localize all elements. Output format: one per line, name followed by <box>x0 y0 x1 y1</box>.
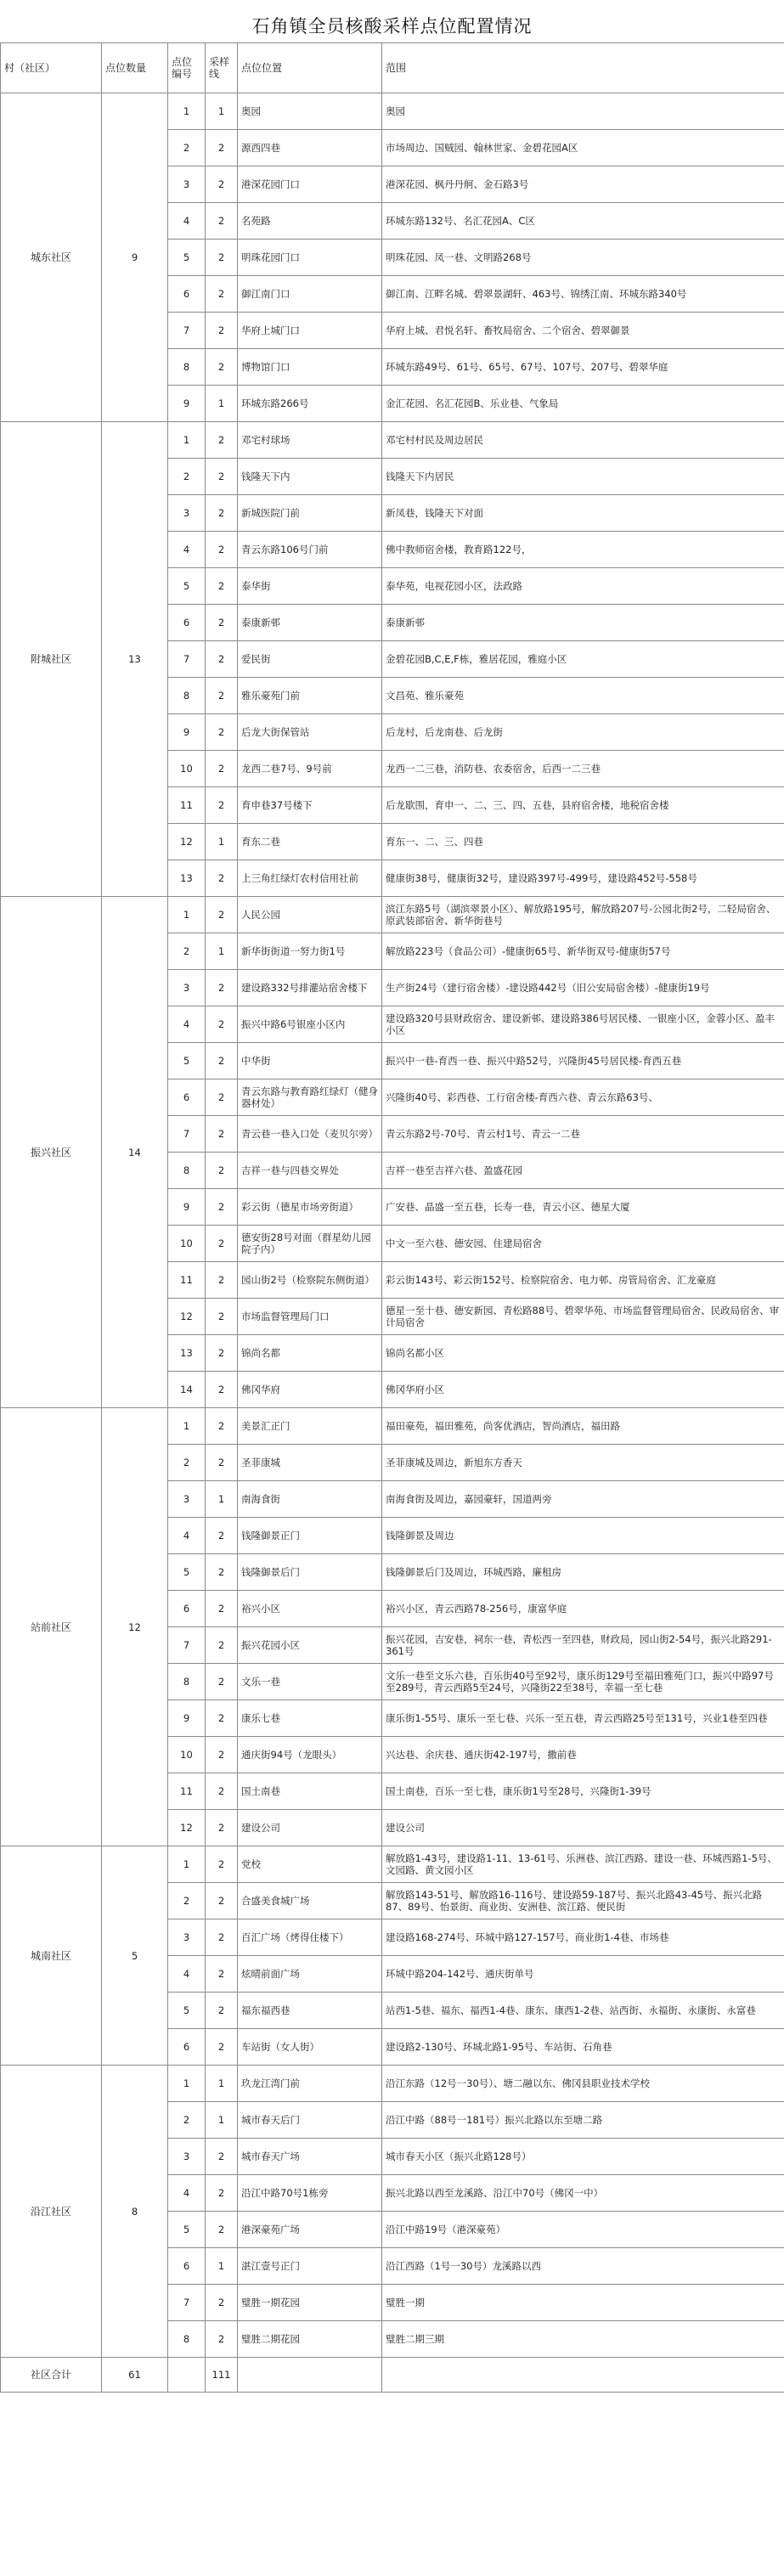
table-row <box>1 2066 784 2102</box>
village-name-cell: 沿江社区 <box>1 2066 102 2358</box>
point-number-cell: 13 <box>168 860 206 897</box>
point-number-cell: 4 <box>168 1956 206 1993</box>
range-cell: 彩云街143号、彩云街152号、检察院宿舍、电力邨、房管局宿舍、汇龙豪庭 <box>382 1262 784 1299</box>
sampling-lines-cell: 2 <box>206 1737 238 1773</box>
table-row <box>1 1846 784 1883</box>
location-cell: 党校 <box>238 1846 382 1883</box>
location-cell: 建设路332号排灌站宿舍楼下 <box>238 970 382 1006</box>
location-cell: 南海食街 <box>238 1481 382 1518</box>
sampling-lines-cell: 2 <box>206 532 238 568</box>
location-cell: 沿江中路70号1栋旁 <box>238 2175 382 2212</box>
sampling-lines-cell: 2 <box>206 970 238 1006</box>
range-cell: 生产街24号（建行宿舍楼）-建设路442号（旧公安局宿舍楼）-健康街19号 <box>382 970 784 1006</box>
range-cell: 沿江东路（12号一30号）、塘二融以东、佛冈县职业技术学校 <box>382 2066 784 2102</box>
point-number-cell: 3 <box>168 166 206 203</box>
header-point-number: 点位编号 <box>168 43 206 93</box>
sampling-lines-cell: 2 <box>206 605 238 641</box>
range-cell: 文乐一巷至文乐六巷，百乐街40号至92号，康乐街129号至福田雅苑门口，振兴中路97号至289号，青云西路5至24号，兴隆街22至38号，幸福一至七巷 <box>382 1664 784 1700</box>
sampling-lines-cell: 2 <box>206 1956 238 1993</box>
header-village: 村（社区） <box>1 43 102 93</box>
sampling-lines-cell: 2 <box>206 1153 238 1189</box>
point-number-cell: 12 <box>168 1810 206 1846</box>
point-number-cell: 7 <box>168 2285 206 2321</box>
point-number-cell: 1 <box>168 93 206 130</box>
range-cell: 建设公司 <box>382 1810 784 1846</box>
sampling-lines-cell: 1 <box>206 824 238 860</box>
point-number-cell: 5 <box>168 1554 206 1591</box>
sampling-lines-cell: 2 <box>206 2212 238 2248</box>
point-number-cell: 6 <box>168 2029 206 2066</box>
location-cell: 环城东路266号 <box>238 386 382 422</box>
point-number-cell: 1 <box>168 422 206 459</box>
point-number-cell: 7 <box>168 1116 206 1153</box>
location-cell: 国土南巷 <box>238 1773 382 1810</box>
point-count-cell: 9 <box>102 93 168 422</box>
point-number-cell: 3 <box>168 495 206 532</box>
range-cell: 兴隆街40号、彩西巷、工行宿舍楼-育西六巷、青云东路63号、 <box>382 1079 784 1116</box>
total-point-number <box>168 2358 206 2393</box>
range-cell: 龙西一二三巷，消防巷、农委宿舍，后西一二三巷 <box>382 751 784 787</box>
point-number-cell: 9 <box>168 714 206 751</box>
table-row <box>1 1408 784 1445</box>
range-cell: 解放路1-43号，建设路1-11、13-61号、乐洲巷、滨江西路、建设一巷、环城西路1-5号、文园路、黄文园小区 <box>382 1846 784 1883</box>
point-number-cell: 11 <box>168 1773 206 1810</box>
sampling-lines-cell: 1 <box>206 933 238 970</box>
point-count-cell: 14 <box>102 897 168 1408</box>
range-cell: 建设路2-130号、环城北路1-95号、车站街、石角巷 <box>382 2029 784 2066</box>
range-cell: 佛中教师宿舍楼，教育路122号， <box>382 532 784 568</box>
total-location <box>238 2358 382 2393</box>
location-cell: 锦尚名都 <box>238 1335 382 1372</box>
range-cell: 沿江中路19号（港深豪苑） <box>382 2212 784 2248</box>
location-cell: 钱隆御景后门 <box>238 1554 382 1591</box>
range-cell: 振兴花园，吉安巷，祠东一巷，青松西一至四巷，财政局，园山街2-54号，振兴北路291-361号 <box>382 1627 784 1664</box>
range-cell: 青云东路2号-70号、青云村1号、青云一二巷 <box>382 1116 784 1153</box>
sampling-lines-cell: 2 <box>206 714 238 751</box>
range-cell: 福田豪苑，福田雅苑，尚客优酒店，智尚酒店，福田路 <box>382 1408 784 1445</box>
point-number-cell: 11 <box>168 787 206 824</box>
sampling-lines-cell: 2 <box>206 1226 238 1262</box>
point-number-cell: 4 <box>168 1518 206 1554</box>
location-cell: 博物馆门口 <box>238 349 382 386</box>
point-number-cell: 2 <box>168 933 206 970</box>
location-cell: 通庆街94号（龙眼头） <box>238 1737 382 1773</box>
range-cell: 建设路168-274号、环城中路127-157号、商业街1-4巷、市场巷 <box>382 1919 784 1956</box>
location-cell: 百汇广场（烤得住楼下） <box>238 1919 382 1956</box>
range-cell: 站西1-5巷、福东、福西1-4巷、康东、康西1-2巷、站西街、永福街、永康街、永富巷 <box>382 1993 784 2029</box>
sampling-lines-cell: 2 <box>206 349 238 386</box>
sampling-lines-cell: 2 <box>206 751 238 787</box>
range-cell: 明珠花园、凤一巷、文明路268号 <box>382 240 784 276</box>
village-name-cell: 附城社区 <box>1 422 102 897</box>
range-cell: 裕兴小区，青云西路78-256号，康富华庭 <box>382 1591 784 1627</box>
point-number-cell: 10 <box>168 1737 206 1773</box>
sampling-lines-cell: 2 <box>206 422 238 459</box>
range-cell: 滨江东路5号（湖滨翠景小区）、解放路195号，解放路207号-公园北街2号，二轻局宿舍、原武装部宿舍、新华街巷号 <box>382 897 784 933</box>
range-cell: 沿江西路（1号一30号）龙溪路以西 <box>382 2248 784 2285</box>
header-sampling-lines: 采样线 <box>206 43 238 93</box>
location-cell: 城市春天广场 <box>238 2139 382 2175</box>
sampling-lines-cell: 1 <box>206 2102 238 2139</box>
location-cell: 振兴花园小区 <box>238 1627 382 1664</box>
point-number-cell: 1 <box>168 1846 206 1883</box>
point-number-cell: 6 <box>168 605 206 641</box>
point-number-cell: 7 <box>168 1627 206 1664</box>
sampling-lines-cell: 2 <box>206 897 238 933</box>
table-body <box>1 93 784 2358</box>
location-cell: 合盛美食城广场 <box>238 1883 382 1919</box>
point-number-cell: 6 <box>168 276 206 313</box>
point-count-cell: 13 <box>102 422 168 897</box>
sampling-lines-cell: 2 <box>206 459 238 495</box>
location-cell: 市场监督管理局门口 <box>238 1299 382 1335</box>
location-cell: 新城医院门前 <box>238 495 382 532</box>
range-cell: 新凤巷，钱隆天下对面 <box>382 495 784 532</box>
location-cell: 青云巷一巷入口处（麦贝尔旁） <box>238 1116 382 1153</box>
range-cell: 广安巷、晶盛一至五巷，长寿一巷，青云小区、德星大厦 <box>382 1189 784 1226</box>
location-cell: 龙西二巷7号、9号前 <box>238 751 382 787</box>
range-cell: 兴达巷、余庆巷、通庆街42-197号，撒前巷 <box>382 1737 784 1773</box>
point-number-cell: 9 <box>168 386 206 422</box>
range-cell: 璧胜二期三期 <box>382 2321 784 2358</box>
location-cell: 港深花园门口 <box>238 166 382 203</box>
location-cell: 吉祥一巷与四巷交界处 <box>238 1153 382 1189</box>
sampling-lines-cell: 2 <box>206 1372 238 1408</box>
point-number-cell: 9 <box>168 1189 206 1226</box>
range-cell: 港深花园、枫丹丹舸、金石路3号 <box>382 166 784 203</box>
sampling-lines-cell: 1 <box>206 386 238 422</box>
point-count-cell: 5 <box>102 1846 168 2066</box>
range-cell: 城市春天小区（振兴北路128号） <box>382 2139 784 2175</box>
location-cell: 美景汇正门 <box>238 1408 382 1445</box>
location-cell: 裕兴小区 <box>238 1591 382 1627</box>
range-cell: 中文一至六巷、德安园、住建局宿舍 <box>382 1226 784 1262</box>
sampling-points-table <box>0 42 784 2393</box>
location-cell: 璧胜一期花园 <box>238 2285 382 2321</box>
sampling-lines-cell: 2 <box>206 130 238 166</box>
point-number-cell: 8 <box>168 678 206 714</box>
page-title: 石角镇全员核酸采样点位配置情况 <box>251 16 533 37</box>
range-cell: 解放路223号（食品公司）-健康街65号、新华街双号-健康街57号 <box>382 933 784 970</box>
point-number-cell: 3 <box>168 970 206 1006</box>
range-cell: 圣菲康城及周边，新旭东方香天 <box>382 1445 784 1481</box>
point-number-cell: 4 <box>168 2175 206 2212</box>
point-number-cell: 4 <box>168 203 206 240</box>
point-number-cell: 1 <box>168 897 206 933</box>
range-cell: 金汇花园、名汇花园B、乐业巷、气象局 <box>382 386 784 422</box>
point-number-cell: 8 <box>168 349 206 386</box>
location-cell: 圣菲康城 <box>238 1445 382 1481</box>
location-cell: 振兴中路6号银座小区内 <box>238 1006 382 1043</box>
point-number-cell: 5 <box>168 240 206 276</box>
sampling-lines-cell: 2 <box>206 860 238 897</box>
header-range: 范围 <box>382 43 784 93</box>
sampling-lines-cell: 2 <box>206 1627 238 1664</box>
range-cell: 建设路320号县财政宿舍、建设新邨、建设路386号居民楼、一银座小区，金蓉小区、盈丰小区 <box>382 1006 784 1043</box>
point-number-cell: 1 <box>168 2066 206 2102</box>
point-number-cell: 7 <box>168 313 206 349</box>
point-number-cell: 10 <box>168 751 206 787</box>
point-count-cell: 12 <box>102 1408 168 1846</box>
point-number-cell: 2 <box>168 1445 206 1481</box>
range-cell: 德星一至十巷、德安新园、青松路88号、碧翠华苑、市场监督管理局宿舍、民政局宿舍、审计局宿舍 <box>382 1299 784 1335</box>
point-number-cell: 12 <box>168 1299 206 1335</box>
location-cell: 名苑路 <box>238 203 382 240</box>
location-cell: 华府上城门口 <box>238 313 382 349</box>
point-number-cell: 6 <box>168 1079 206 1116</box>
location-cell: 源西四巷 <box>238 130 382 166</box>
point-number-cell: 3 <box>168 2139 206 2175</box>
location-cell: 泰华街 <box>238 568 382 605</box>
village-name-cell: 振兴社区 <box>1 897 102 1408</box>
location-cell: 湛江壹号正门 <box>238 2248 382 2285</box>
location-cell: 育东二巷 <box>238 824 382 860</box>
range-cell: 环城东路49号、61号、65号、67号、107号、207号、碧翠华庭 <box>382 349 784 386</box>
point-number-cell: 4 <box>168 1006 206 1043</box>
sampling-lines-cell: 2 <box>206 1810 238 1846</box>
table-row <box>1 897 784 933</box>
village-name-cell: 站前社区 <box>1 1408 102 1846</box>
point-number-cell: 6 <box>168 2248 206 2285</box>
range-cell: 国土南巷，百乐一至七巷，康乐街1号至28号，兴隆街1-39号 <box>382 1773 784 1810</box>
sampling-lines-cell: 2 <box>206 1116 238 1153</box>
range-cell: 邓宅村村民及周边居民 <box>382 422 784 459</box>
range-cell: 环城东路132号、名汇花园A、C区 <box>382 203 784 240</box>
range-cell: 市场周边、国贼园、翰林世家、金碧花园A区 <box>382 130 784 166</box>
location-cell: 青云东路106号门前 <box>238 532 382 568</box>
sampling-lines-cell: 2 <box>206 1189 238 1226</box>
location-cell: 康乐七巷 <box>238 1700 382 1737</box>
range-cell: 后龙村，后龙南巷、后龙街 <box>382 714 784 751</box>
sampling-lines-cell: 2 <box>206 1591 238 1627</box>
point-number-cell: 2 <box>168 1883 206 1919</box>
location-cell: 青云东路与教育路红绿灯（健身器材处） <box>238 1079 382 1116</box>
header-count: 点位数量 <box>102 43 168 93</box>
range-cell: 后龙歇围，育申一、二、三、四、五巷，县府宿舍楼，地税宿舍楼 <box>382 787 784 824</box>
point-number-cell: 8 <box>168 1664 206 1700</box>
point-number-cell: 12 <box>168 824 206 860</box>
location-cell: 彩云街（德星市场旁街道） <box>238 1189 382 1226</box>
sampling-lines-cell: 2 <box>206 1700 238 1737</box>
location-cell: 后龙大街保管站 <box>238 714 382 751</box>
location-cell: 人民公园 <box>238 897 382 933</box>
total-row <box>1 2358 784 2393</box>
sampling-lines-cell: 2 <box>206 203 238 240</box>
range-cell: 佛冈华府小区 <box>382 1372 784 1408</box>
range-cell: 育东一、二、三、四巷 <box>382 824 784 860</box>
location-cell: 建设公司 <box>238 1810 382 1846</box>
range-cell: 华府上城、君悦名轩、畜牧局宿舍、二个宿舍、碧翠御景 <box>382 313 784 349</box>
location-cell: 泰康新邨 <box>238 605 382 641</box>
sampling-lines-cell: 2 <box>206 1773 238 1810</box>
location-cell: 御江南门口 <box>238 276 382 313</box>
total-label: 社区合计 <box>1 2358 102 2393</box>
sampling-lines-cell: 2 <box>206 1408 238 1445</box>
range-cell: 振兴中一巷-育西一巷、振兴中路52号，兴隆街45号居民楼-育西五巷 <box>382 1043 784 1079</box>
point-number-cell: 8 <box>168 1153 206 1189</box>
sampling-lines-cell: 2 <box>206 2175 238 2212</box>
sampling-lines-cell: 2 <box>206 2029 238 2066</box>
location-cell: 上三角红绿灯农村信用社前 <box>238 860 382 897</box>
location-cell: 港深豪苑广场 <box>238 2212 382 2248</box>
range-cell: 御江南、江畔名城、碧翠景湖轩、463号、锦绣江南、环城东路340号 <box>382 276 784 313</box>
location-cell: 新华街街道一努力街1号 <box>238 933 382 970</box>
sampling-lines-cell: 2 <box>206 2321 238 2358</box>
table-row <box>1 93 784 130</box>
sampling-lines-cell: 2 <box>206 1079 238 1116</box>
location-cell: 璧胜二期花园 <box>238 2321 382 2358</box>
sampling-lines-cell: 2 <box>206 1993 238 2029</box>
range-cell: 钱隆御景及周边 <box>382 1518 784 1554</box>
total-count: 61 <box>102 2358 168 2393</box>
point-number-cell: 3 <box>168 1481 206 1518</box>
range-cell: 振兴北路以西至龙溪路、沿江中70号（佛冈一中） <box>382 2175 784 2212</box>
location-cell: 钱隆御景正门 <box>238 1518 382 1554</box>
range-cell: 环城中路204-142号、通庆街单号 <box>382 1956 784 1993</box>
total-range <box>382 2358 784 2393</box>
sampling-lines-cell: 2 <box>206 2285 238 2321</box>
point-number-cell: 5 <box>168 1043 206 1079</box>
sampling-lines-cell: 2 <box>206 787 238 824</box>
location-cell: 园山街2号（检察院东侧街道） <box>238 1262 382 1299</box>
point-number-cell: 2 <box>168 459 206 495</box>
location-cell: 中华街 <box>238 1043 382 1079</box>
location-cell: 佛冈华府 <box>238 1372 382 1408</box>
sampling-lines-cell: 2 <box>206 495 238 532</box>
point-number-cell: 14 <box>168 1372 206 1408</box>
range-cell: 健康街38号，健康街32号，建设路397号-499号，建设路452号-558号 <box>382 860 784 897</box>
point-number-cell: 2 <box>168 2102 206 2139</box>
location-cell: 城市春天后门 <box>238 2102 382 2139</box>
location-cell: 炫晴前面广场 <box>238 1956 382 1993</box>
sampling-lines-cell: 2 <box>206 313 238 349</box>
range-cell: 康乐街1-55号、康乐一至七巷、兴乐一至五巷，青云西路25号至131号，兴业1巷至四巷 <box>382 1700 784 1737</box>
table-row <box>1 422 784 459</box>
header-location: 点位位置 <box>238 43 382 93</box>
sampling-lines-cell: 2 <box>206 678 238 714</box>
table-header-row <box>1 43 784 93</box>
point-number-cell: 13 <box>168 1335 206 1372</box>
point-number-cell: 6 <box>168 1591 206 1627</box>
sampling-lines-cell: 2 <box>206 1883 238 1919</box>
location-cell: 邓宅村球场 <box>238 422 382 459</box>
range-cell: 沿江中路（88号一181号）振兴北路以东至塘二路 <box>382 2102 784 2139</box>
range-cell: 吉祥一巷至吉祥六巷、盈盛花园 <box>382 1153 784 1189</box>
location-cell: 文乐一巷 <box>238 1664 382 1700</box>
sampling-lines-cell: 2 <box>206 1554 238 1591</box>
point-number-cell: 10 <box>168 1226 206 1262</box>
location-cell: 奥园 <box>238 93 382 130</box>
sampling-lines-cell: 2 <box>206 240 238 276</box>
location-cell: 玖龙江湾门前 <box>238 2066 382 2102</box>
sampling-lines-cell: 1 <box>206 93 238 130</box>
point-number-cell: 4 <box>168 532 206 568</box>
sampling-lines-cell: 2 <box>206 1335 238 1372</box>
range-cell: 锦尚名都小区 <box>382 1335 784 1372</box>
sampling-lines-cell: 2 <box>206 1445 238 1481</box>
sampling-lines-cell: 2 <box>206 276 238 313</box>
sampling-lines-cell: 2 <box>206 166 238 203</box>
point-number-cell: 9 <box>168 1700 206 1737</box>
sampling-lines-cell: 2 <box>206 1518 238 1554</box>
range-cell: 金碧花园B,C,E,F栋，雅居花园，雅庭小区 <box>382 641 784 678</box>
location-cell: 车站街（女人街） <box>238 2029 382 2066</box>
point-number-cell: 11 <box>168 1262 206 1299</box>
sampling-lines-cell: 2 <box>206 1919 238 1956</box>
sampling-lines-cell: 2 <box>206 1262 238 1299</box>
sampling-lines-cell: 1 <box>206 2066 238 2102</box>
sampling-lines-cell: 2 <box>206 2139 238 2175</box>
village-name-cell: 城东社区 <box>1 93 102 422</box>
sampling-lines-cell: 2 <box>206 1006 238 1043</box>
point-number-cell: 3 <box>168 1919 206 1956</box>
point-number-cell: 7 <box>168 641 206 678</box>
location-cell: 雅乐豪苑门前 <box>238 678 382 714</box>
range-cell: 泰康新邨 <box>382 605 784 641</box>
point-count-cell: 8 <box>102 2066 168 2358</box>
range-cell: 奥园 <box>382 93 784 130</box>
location-cell: 钱隆天下内 <box>238 459 382 495</box>
total-sampling-lines: 111 <box>206 2358 238 2393</box>
point-number-cell: 5 <box>168 568 206 605</box>
range-cell: 解放路143-51号、解放路16-116号、建设路59-187号、振兴北路43-45号、振兴北路87、89号、怡景街、商业街、安洲巷、滨江路、便民街 <box>382 1883 784 1919</box>
point-number-cell: 5 <box>168 2212 206 2248</box>
location-cell: 福东福西巷 <box>238 1993 382 2029</box>
point-number-cell: 8 <box>168 2321 206 2358</box>
sampling-lines-cell: 2 <box>206 1299 238 1335</box>
point-number-cell: 1 <box>168 1408 206 1445</box>
sampling-lines-cell: 2 <box>206 1846 238 1883</box>
sampling-lines-cell: 2 <box>206 641 238 678</box>
village-name-cell: 城南社区 <box>1 1846 102 2066</box>
location-cell: 明珠花园门口 <box>238 240 382 276</box>
range-cell: 文昌苑、雅乐豪苑 <box>382 678 784 714</box>
sampling-lines-cell: 1 <box>206 1481 238 1518</box>
sampling-lines-cell: 2 <box>206 568 238 605</box>
range-cell: 钱隆天下内居民 <box>382 459 784 495</box>
sampling-lines-cell: 1 <box>206 2248 238 2285</box>
sampling-lines-cell: 2 <box>206 1043 238 1079</box>
range-cell: 泰华苑，电视花园小区，法政路 <box>382 568 784 605</box>
sampling-lines-cell: 2 <box>206 1664 238 1700</box>
point-number-cell: 5 <box>168 1993 206 2029</box>
range-cell: 南海食街及周边，嘉园豪轩，国道两旁 <box>382 1481 784 1518</box>
range-cell: 钱隆御景后门及周边，环城西路，廉租房 <box>382 1554 784 1591</box>
location-cell: 德安街28号对面（群星幼儿园院子内） <box>238 1226 382 1262</box>
range-cell: 璧胜一期 <box>382 2285 784 2321</box>
location-cell: 爱民街 <box>238 641 382 678</box>
location-cell: 育申巷37号楼下 <box>238 787 382 824</box>
point-number-cell: 2 <box>168 130 206 166</box>
